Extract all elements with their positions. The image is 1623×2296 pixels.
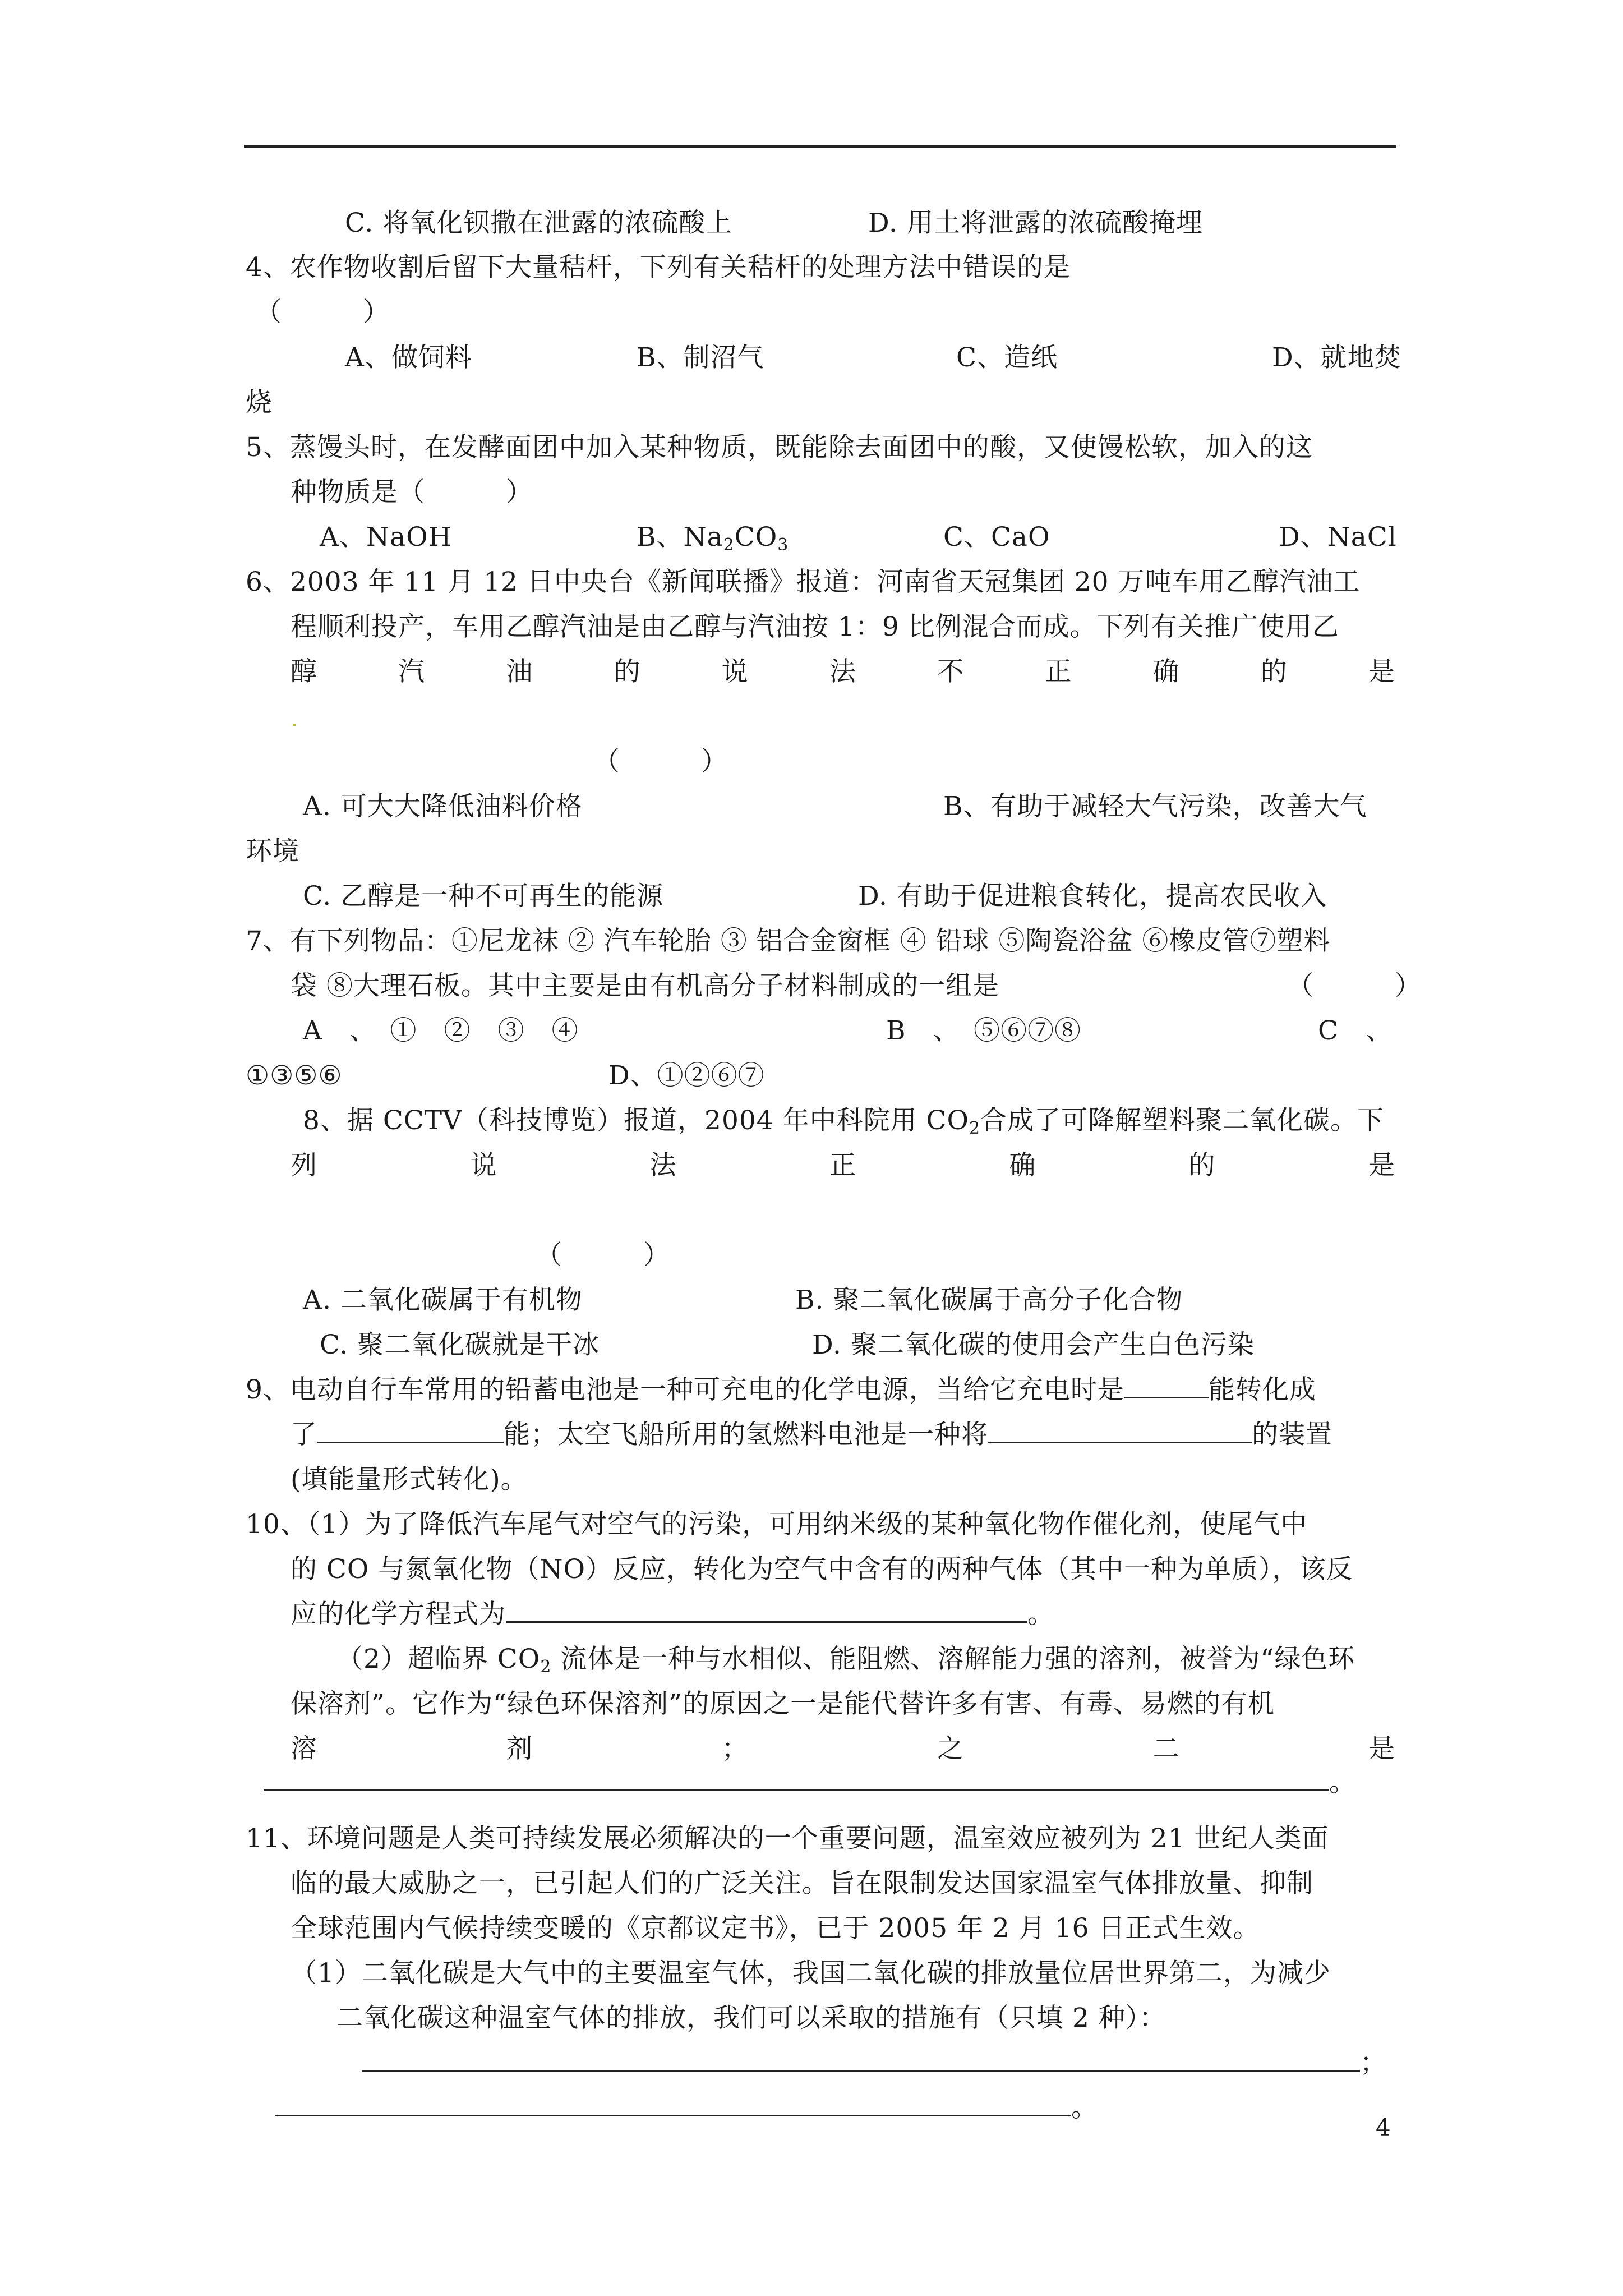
q6-option-d: D. 有助于促进粮食转化，提高农民收入 [858, 881, 1327, 912]
q4-option-c: C、造纸 [956, 342, 1058, 373]
q7-stem-line1: 7、有下列物品：①尼龙袜 ② 汽车轮胎 ③ 铝合金窗框 ④ 铅球 ⑤陶瓷浴盆 ⑥橡皮管⑦塑料 [246, 926, 1331, 956]
q7-option-d: D、①②⑥⑦ [608, 1060, 765, 1091]
q8-stem-line2: 列 说 法 正 确 的 是 [291, 1150, 1395, 1181]
q4-option-d-wrap: 烧 [246, 387, 273, 418]
q9-line3: (填能量形式转化)。 [291, 1464, 528, 1495]
q8-answer-paren: （ ） [536, 1240, 670, 1271]
q9-line1: 9、电动自行车常用的铅蓄电池是一种可充电的化学电源，当给它充电时是 能转化成 [246, 1374, 1316, 1405]
q4-stem: 4、农作物收割后留下大量秸杆，下列有关秸杆的处理方法中错误的是 [246, 252, 1071, 283]
q6-stem-line3: 醇 汽 油 的 说 法 不 正 确 的 是 [291, 656, 1395, 687]
q6-option-b-wrap: 环境 [246, 836, 299, 867]
q11-line6: ； [362, 2046, 1387, 2080]
q10-line6: 溶 剂 ； 之 二 是 [291, 1733, 1395, 1764]
q7-answer-paren: （ ） [1287, 970, 1422, 1001]
q11-line4: （1）二氧化碳是大气中的主要温室气体，我国二氧化碳的排放量位居世界第二，为减少 [291, 1958, 1331, 1989]
q6-option-c: C. 乙醇是一种不可再生的能源 [303, 881, 664, 912]
q3-option-d: D. 用土将泄露的浓硫酸掩埋 [868, 208, 1203, 238]
q4-option-b: B、制沼气 [637, 342, 764, 373]
q11-line5: 二氧化碳这种温室气体的排放，我们可以采取的措施有（只填 2 种）： [336, 2003, 1166, 2033]
q5-option-a: A、NaOH [320, 522, 452, 553]
q3-option-c: C. 将氧化钡撒在泄露的浓硫酸上 [345, 208, 733, 238]
q5-option-b: B、$Na_2CO_3$ [637, 522, 789, 555]
q8-option-d: D. 聚二氧化碳的使用会产生白色污染 [812, 1329, 1255, 1360]
q8-option-b: B. 聚二氧化碳属于高分子化合物 [795, 1285, 1183, 1315]
q7-option-a: A 、 ① ② ③ ④ [303, 1015, 579, 1046]
q5-option-d: D、NaCl [1279, 522, 1397, 553]
q6-answer-paren: （ ） [593, 746, 728, 777]
stray-mark [293, 724, 296, 726]
q11-line2: 临的最大威胁之一，已引起人们的广泛关注。旨在限制发达国家温室气体排放量、抑制 [291, 1868, 1313, 1899]
q9-blank-1[interactable] [1124, 1373, 1209, 1398]
q4-answer-paren: （ ） [255, 297, 390, 328]
q5-stem-line2: 种物质是（ ） [291, 477, 533, 508]
q9-blank-2[interactable] [317, 1418, 504, 1443]
q5-stem-line1: 5、蒸馒头时，在发酵面团中加入某种物质，既能除去面团中的酸，又使馒松软，加入的这 [246, 432, 1313, 463]
q9-line2: 了 能；太空飞船所用的氢燃料电池是一种将 的装置 [291, 1419, 1332, 1450]
q6-option-b: B、有助于减轻大气污染，改善大气 [943, 791, 1367, 822]
q10-reason-blank[interactable] [264, 1766, 1329, 1791]
q9-blank-3[interactable] [988, 1418, 1252, 1443]
q4-option-a: A、做饲料 [345, 342, 472, 373]
q10-equation-blank[interactable] [506, 1598, 1027, 1623]
q10-line5: 保溶剂”。它作为“绿色环保溶剂”的原因之一是能代替许多有害、有毒、易燃的有机 [291, 1688, 1275, 1719]
q11-measure-blank-2[interactable] [275, 2091, 1071, 2116]
q8-stem-line1: 8、据 CCTV（科技博览）报道，2004 年中科院用 $CO_2$合成了可降解塑料聚二氧化碳。下 [303, 1105, 1385, 1138]
q6-stem-line1: 6、2003 年 11 月 12 日中央台《新闻联播》报道：河南省天冠集团 20 万吨车用乙醇汽油工 [246, 567, 1361, 597]
q8-option-c: C. 聚二氧化碳就是干冰 [320, 1329, 600, 1360]
q10-line4: （2）超临界 $CO_2$ 流体是一种与水相似、能阻燃、溶解能力强的溶剂，被誉为“绿色环 [336, 1644, 1355, 1677]
q7-option-c: C 、 [1318, 1015, 1393, 1046]
q11-measure-blank-1[interactable] [362, 2046, 1360, 2072]
q10-line1: 10、（1）为了降低汽车尾气对空气的污染，可用纳米级的某种氧化物作催化剂，使尾气中 [246, 1509, 1308, 1540]
q10-line7: 。 [264, 1766, 1356, 1800]
header-rule [244, 145, 1396, 148]
q11-line3: 全球范围内气候持续变暖的《京都议定书》，已于 2005 年 2 月 16 日正式生效。 [291, 1913, 1260, 1944]
q7-option-b: B 、 ⑤⑥⑦⑧ [886, 1015, 1082, 1046]
q10-line3: 应的化学方程式为 。 [291, 1599, 1054, 1630]
q6-option-a: A. 可大大降低油料价格 [303, 791, 583, 822]
q5-option-c: C、CaO [943, 522, 1050, 553]
page-number: 4 [1376, 2114, 1391, 2141]
q11-line7: 。 [275, 2091, 1098, 2125]
q11-line1: 11、环境问题是人类可持续发展必须解决的一个重要问题，温室效应被列为 21 世纪人类面 [246, 1823, 1329, 1854]
q7-stem-line2: 袋 ⑧大理石板。其中主要是由有机高分子材料制成的一组是 [291, 970, 999, 1001]
q10-line2: 的 CO 与氮氧化物（NO）反应，转化为空气中含有的两种气体（其中一种为单质），该反 [291, 1554, 1353, 1585]
q4-option-d: D、就地焚 [1272, 342, 1401, 373]
q6-stem-line2: 程顺利投产，车用乙醇汽油是由乙醇与汽油按 1：9 比例混合而成。下列有关推广使用乙 [291, 611, 1339, 642]
q8-option-a: A. 二氧化碳属于有机物 [303, 1285, 583, 1315]
q7-option-c-wrap: ①③⑤⑥ [246, 1060, 343, 1091]
